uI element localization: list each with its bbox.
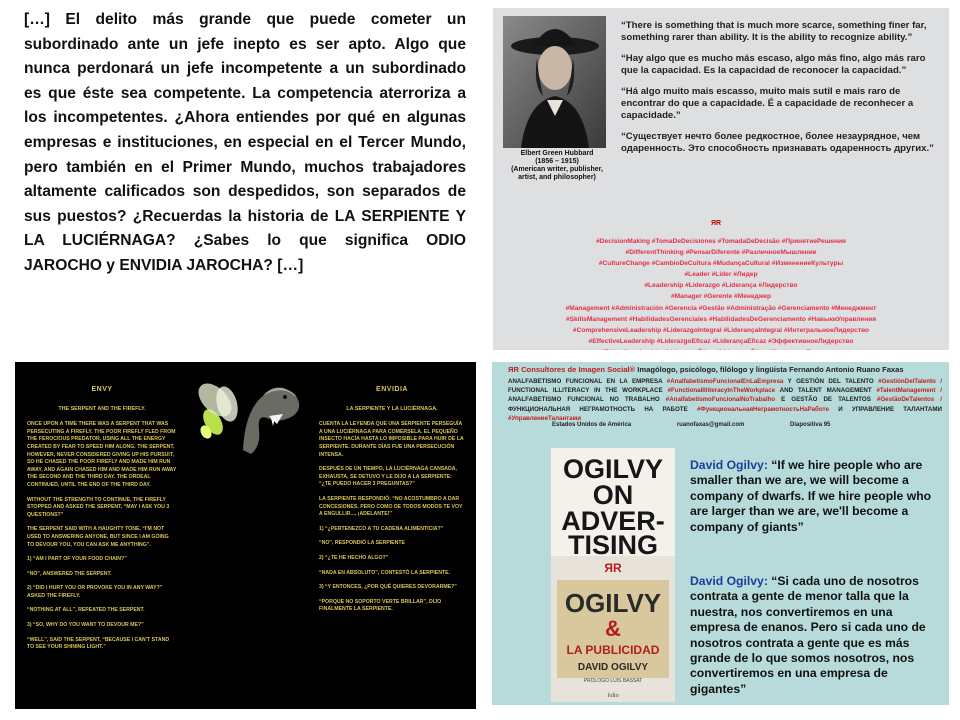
- book-title-line: TISING: [567, 530, 659, 560]
- ogilvy-quote-english: [690, 458, 938, 535]
- quote-spanish: “Hay algo que es mucho más escaso, algo más fino, algo más raro que la capacidad. Es la capacidad de reconocer la capacidad.”: [621, 53, 926, 76]
- book-title-es: LA PUBLICIDAD: [566, 643, 660, 657]
- topic-hashtag: #ФункциональнаяНеграмотностьНаРаботе: [696, 405, 829, 413]
- english-story: [27, 386, 177, 659]
- hubbard-role: (American writer, publisher, artist, and philosopher): [511, 166, 603, 181]
- book-title-es: OGILVY: [564, 588, 662, 618]
- hashtag-line: #EffectiveLeadership #LiderazgoEficaz #LiderançaEficaz #ЭффективноеЛидерство: [588, 337, 854, 345]
- quote-text: “Si cada uno de nosotros contrata a gente de menor talla que la nuestra, nos convertiremos en una empresa de enanos. Pero si cada uno de nosotros contrata a gente que es más grande de lo que somos nosotros, nos convertiremos en una empresa de gigantes”: [690, 574, 926, 696]
- spanish-story: [319, 386, 465, 621]
- spanish-paragraph: CUENTA LA LEYENDA QUE UNA SERPIENTE PERSEGUÍA A UNA LUCIÉRNAGA PARA COMÉRSELA. EL PEQUEÑO INSECTO HACÍA HASTA LO IMPOSIBLE PARA HUIR DE LA SERPIENTE. DURANTE DÍAS FUE UNA PERSECUCIÓN INTENSA.: [319, 421, 464, 458]
- hashtag-line: #CultureChange #CambioDeCultura #MudançaCultural #ИзменениеКультуры: [598, 260, 844, 268]
- hashtag-line: #SkillsManagement #HabilidadesGerenciales #HabilidadesDeGerenciamento #НавыкиУправления: [565, 315, 877, 323]
- spanish-paragraph: LA SERPIENTE RESPONDIÓ: “NO ACOSTUMBRO A DAR CONCESIONES, PERO COMO DE TODOS MODOS TE VOY A ENGULLIR..., ¡ADELANTE!”: [319, 495, 463, 518]
- ogilvy-header: [508, 365, 904, 374]
- topic-hashtag: #GestiónDelTalento /: [878, 378, 942, 385]
- topic-hashtag: #AnalfabetismoFuncionalNoTrabalho: [665, 396, 776, 404]
- english-paragraph: “WELL”, SAID THE SERPENT, “BECAUSE I CAN'T STAND TO SEE YOUR SHINING LIGHT.”: [27, 636, 170, 651]
- book-title-line: ADVER-: [561, 506, 665, 536]
- rr-logo: ЯR: [711, 220, 722, 227]
- english-paragraph: 2) “DID I HURT YOU OR PROVOKE YOU IN ANY WAY?” ASKED THE FIREFLY.: [27, 585, 163, 599]
- hashtag-line: #DifferentThinking #PensarDiferente #РазличноеМышление: [625, 249, 817, 257]
- spanish-story-subtitle: LA SERPIENTE Y LA LUCIÉRNAGA.: [346, 405, 438, 412]
- english-paragraph: 1) “AM I PART OF YOUR FOOD CHAIN?”: [27, 556, 127, 563]
- hashtag-line: #Leader #Líder #Лидер: [684, 271, 758, 279]
- meta-country: Estados Unidos de América: [552, 422, 632, 428]
- english-paragraph: “NOTHING AT ALL”, REPEATED THE SERPENT.: [27, 607, 145, 614]
- quote-russian: “Существует нечто более редкостное, более незаурядное, чем одаренность. Это способность признавать одаренность других.”: [621, 131, 934, 154]
- topic-hashtag: #УправлениеТалантами: [508, 414, 582, 422]
- topic-hashtag: #GestãoDeTalentos /: [876, 396, 942, 404]
- hubbard-quote-panel: [493, 8, 949, 350]
- hashtag-line: #ComprehensiveLeadership #LiderazgoIntegral #LiderançaIntegral #ИнтегральноеЛидерство: [572, 326, 870, 334]
- hubbard-quotes: [621, 20, 939, 164]
- topic-hashtag: #AnalfabetismoFuncionalEnLaEmpresa: [666, 378, 784, 385]
- hashtag-line: #Leadership #Liderazgo #Liderança #Лидерство: [644, 282, 798, 290]
- spanish-paragraph: 2) “¿TE HE HECHO ALGO?”: [319, 554, 389, 561]
- english-paragraph: ONCE UPON A TIME THERE WAS A SERPENT THAT WAS PERSECUTING A FIREFLY. THE POOR FIREFLY FLED FROM THE FEROCIOUS PREDATOR, USING ALL THE ENERGY CREATED BY FEAR TO SPEED HIM ALONG. THE SERPENT, HOWEVER, NEVER CONSIDERED GIVING UP HIS PURSUIT, SO HE CHASED THE POOR FIREFLY AND MADE HIM RUN AWAY, AND AGAIN CHASED HIM AND MADE HIM RUN AWAY THE SECOND AND THE THIRD DAY. THE ORDEAL CONTINUED, UNTIL THE END OF THE THIRD DAY.: [27, 421, 177, 488]
- hubbard-caption: [505, 150, 609, 182]
- topic-hashtag: #FunctionalIlliteracyInTheWorkplace: [667, 387, 776, 395]
- serpent-firefly-illustration: [179, 370, 307, 455]
- ogilvy-book-cover: [551, 448, 675, 702]
- book-title-line: OGILVY: [562, 454, 664, 484]
- topic-text: ФУНКЦИОНАЛЬНАЯ НЕГРАМОТНОСТЬ НА РАБОТЕ: [508, 405, 688, 413]
- book-publisher: folio: [607, 693, 619, 699]
- header-logo: ЯR: [508, 365, 519, 374]
- topic-text: E GESTÃO DE TALENTOS: [781, 396, 871, 404]
- spanish-paragraph: DESPUÉS DE UN TIEMPO, LA LUCIÉRNAGA CANSADA, EXHAUSTA, SE DETUVO Y LE DIJO A LA SERPIENTE: “¿TE PUEDO HACER 3 PREGUNTAS?”: [319, 466, 457, 488]
- quote-author: David Ogilvy:: [690, 458, 768, 472]
- quote-portuguese: “Há algo muito mais escasso, muito mais sutil e mais raro de encontrar do que a capacidade. É a capacidade de reconhecer a capacidade.”: [621, 86, 914, 121]
- meta-email: ruanofaxas@gmail.com: [676, 422, 745, 428]
- hashtag-list: [523, 236, 919, 350]
- book-rr-logo: ЯR: [604, 561, 622, 575]
- english-story-title: ENVY: [91, 386, 113, 393]
- hubbard-name: Elbert Green Hubbard: [520, 150, 594, 157]
- meta-slide-number: Diapositiva 95: [790, 422, 831, 428]
- spanish-paragraph: “NADA EN ABSOLUTO”, CONTESTÓ LA SERPIENTE.: [319, 569, 451, 576]
- book-author: DAVID OGILVY: [577, 662, 649, 673]
- quote-text: “If we hire people who are smaller than we are, we will become a company of dwarfs. If we hire people who are larger than we are, we'll become a company of giants”: [690, 458, 932, 534]
- hubbard-portrait: [503, 16, 606, 148]
- spanish-paragraph: “PORQUE NO SOPORTO VERTE BRILLAR”, DIJO FINALMENTE LA SERPIENTE.: [319, 598, 442, 613]
- hashtag-line: #DecisionMaking #TomaDeDecisiones #TomadaDeDecisão #ПринятиеРешения: [596, 238, 846, 245]
- hubbard-years: (1856 – 1915): [535, 158, 579, 165]
- book-preface: PROLOGO LUIS BASSAT: [583, 678, 643, 684]
- quote-english: “There is something that is much more scarce, something finer far, something rarer than ability. It is the ability to recognize ability.”: [621, 20, 927, 43]
- english-paragraph: WITHOUT THE STRENGTH TO CONTINUE, THE FIREFLY STOPPED AND ASKED THE SERPENT, “MAY I ASK YOU 3 QUESTIONS?”: [27, 496, 170, 518]
- spanish-paragraph: “NO”, RESPONDIÓ LA SERPIENTE: [319, 540, 405, 547]
- book-title-es: &: [605, 616, 621, 641]
- english-story-subtitle: THE SERPENT AND THE FIREFLY.: [58, 405, 146, 412]
- english-paragraph: THE SERPENT SAID WITH A HAUGHTY TONE, “I'M NOT USED TO ANSWERING ANYONE, BUT SINCE I AM GOING TO DEVOUR YOU, YOU CAN ASK ME ANYTHING”.: [27, 526, 169, 548]
- topic-hashtag: #TalentManagement /: [876, 387, 942, 395]
- serpent-firefly-panel: [15, 362, 476, 709]
- quote-author: David Ogilvy:: [690, 574, 768, 588]
- topic-text: ANALFABETISMO FUNCIONAL NO TRABALHO: [508, 396, 660, 404]
- hashtag-line: #Manager #Gerente #Менеджер: [671, 293, 771, 301]
- topic-text: FUNCTIONAL ILLITERACY IN THE WORKPLACE: [508, 387, 663, 395]
- spanish-story-title: ENVIDIA: [376, 386, 408, 393]
- hashtag-line: #Management #Administración #Gerencia #Gestão #Administração #Gerenciamento #Менеджмент: [565, 304, 877, 312]
- topic-text: AND TALENT MANAGEMENT: [779, 387, 872, 395]
- header-author: Imagólogo, psicólogo, filólogo y lingüista Fernando Antonio Ruano Faxas: [637, 365, 904, 374]
- spanish-paragraph: 1) “¿PERTENEZCO A TU CADENA ALIMENTICIA?”: [319, 525, 444, 532]
- english-paragraph: 3) “SO, WHY DO YOU WANT TO DEVOUR ME?”: [27, 622, 144, 629]
- ogilvy-quote-spanish: [690, 574, 938, 697]
- ogilvy-topic: [508, 377, 942, 423]
- ogilvy-panel: [492, 362, 949, 705]
- book-title-line: ON: [592, 480, 634, 510]
- topic-text: ANALFABETISMO FUNCIONAL EN LA EMPRESA: [508, 378, 663, 385]
- english-paragraph: “NO”, ANSWERED THE SERPENT.: [27, 570, 112, 577]
- intro-text: […] El delito más grande que puede cometer un subordinado ante un jefe inepto es ser apto. Algo que nunca perdonará un jefe incompetente a un subordinado es que éste sea competente. La competencia aterroriza a los incompetentes. ¿Ahora entiendes por qué en algunas empresas e instituciones, en especial en el Tercer Mundo, pero también en el Primer Mundo, muchos trabajadores altamente calificados son despedidos, son separados de sus puestos? ¿Recuerdas la historia de LA SERPIENTE Y LA LUCIÉRNAGA? ¿Sabes lo que significa ODIO JAROCHO y ENVIDIA JAROCHA? […]: [24, 11, 466, 274]
- topic-text: Y GESTIÓN DEL TALENTO: [787, 378, 874, 385]
- slide-meta: [552, 422, 932, 428]
- spanish-paragraph: 3) “Y ENTONCES, ¿POR QUÉ QUIERES DEVORARME?”: [319, 584, 457, 591]
- header-brand: Consultores de Imagen Social®: [521, 365, 636, 374]
- hashtag-line: [523, 347, 919, 350]
- topic-text: И УПРАВЛЕНИЕ ТАЛАНТАМИ: [838, 405, 942, 413]
